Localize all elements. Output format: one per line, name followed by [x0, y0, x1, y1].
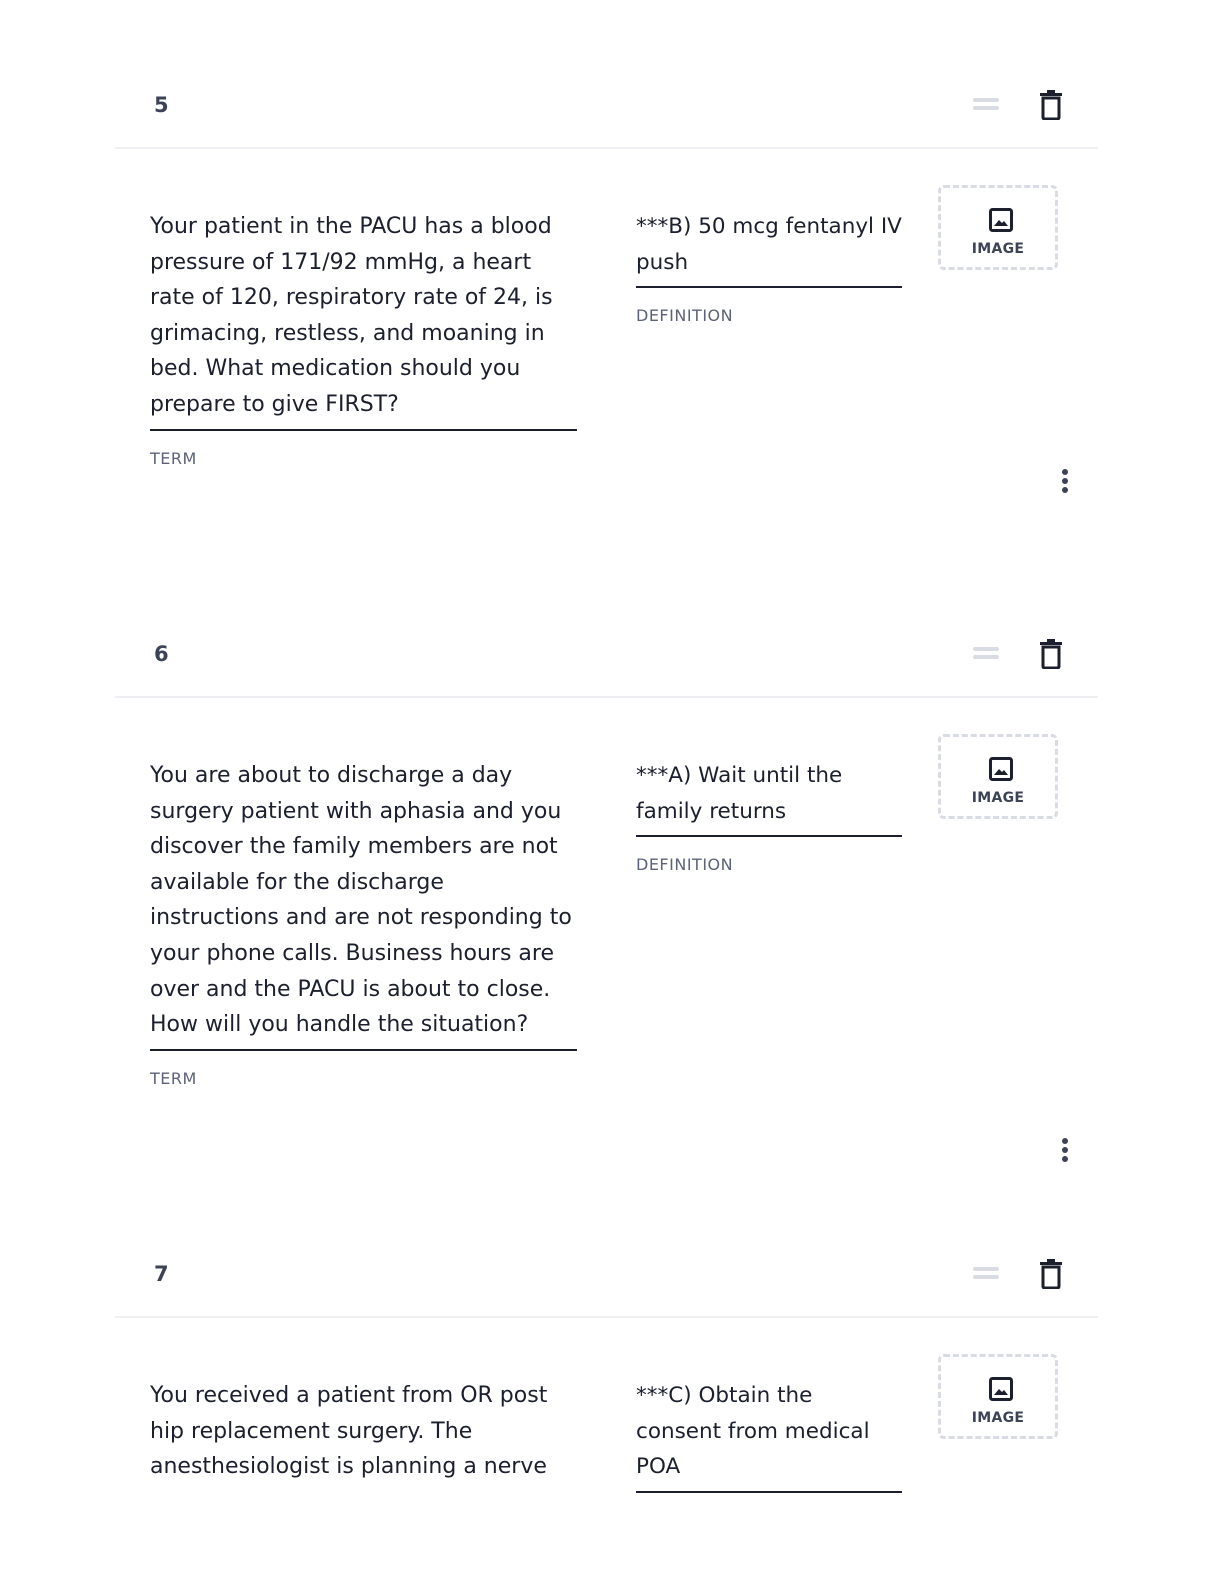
card-body: [115, 698, 1098, 1218]
card-6: [115, 604, 1098, 1218]
card-body: [115, 149, 1098, 549]
card-header: [115, 55, 1098, 149]
card-header: [115, 1224, 1098, 1318]
card-number: 7: [154, 1262, 169, 1286]
definition-field[interactable]: [636, 1378, 902, 1493]
card-body: [115, 1318, 1098, 1578]
definition-text[interactable]: ***A) Wait until the family returns: [636, 758, 902, 837]
definition-text[interactable]: ***C) Obtain the consent from medical POA: [636, 1378, 902, 1493]
card-number: 5: [154, 93, 169, 117]
image-icon: [989, 757, 1013, 781]
term-field[interactable]: [150, 758, 577, 1088]
image-label: IMAGE: [971, 241, 1025, 257]
definition-field[interactable]: [636, 758, 902, 874]
add-image-button[interactable]: [938, 734, 1058, 819]
trash-icon: [1037, 90, 1065, 120]
definition-label: DEFINITION: [636, 855, 734, 875]
term-label: TERM: [150, 448, 197, 468]
definition-label: DEFINITION: [636, 306, 734, 326]
term-field[interactable]: [150, 1378, 577, 1491]
add-image-button[interactable]: [938, 1354, 1058, 1439]
card-number: 6: [154, 642, 169, 666]
add-image-button[interactable]: [938, 185, 1058, 270]
definition-text[interactable]: ***B) 50 mcg fentanyl IV push: [636, 209, 902, 288]
drag-handle-icon[interactable]: [973, 1264, 999, 1282]
drag-handle-icon[interactable]: [973, 95, 999, 113]
drag-handle-icon[interactable]: [973, 644, 999, 662]
term-text[interactable]: You are about to discharge a day surgery patient with aphasia and you discover the family members are not available for the discharge instructions and are not responding to your phone calls. Business hours are over and the PACU is about to close. How will you handle the situation?: [150, 758, 577, 1051]
more-options-button[interactable]: [1060, 467, 1070, 495]
delete-card-button[interactable]: [1037, 639, 1065, 669]
definition-field[interactable]: [636, 209, 902, 325]
term-field[interactable]: [150, 209, 577, 468]
delete-card-button[interactable]: [1037, 90, 1065, 120]
card-header: [115, 604, 1098, 698]
trash-icon: [1037, 1259, 1065, 1289]
term-label: TERM: [150, 1068, 197, 1088]
delete-card-button[interactable]: [1037, 1259, 1065, 1289]
more-options-button[interactable]: [1060, 1136, 1070, 1164]
card-5: [115, 55, 1098, 549]
image-icon: [989, 208, 1013, 232]
term-text[interactable]: You received a patient from OR post hip replacement surgery. The anesthesiologist is planning a nerve: [150, 1383, 548, 1480]
trash-icon: [1037, 639, 1065, 669]
term-text[interactable]: Your patient in the PACU has a blood pressure of 171/92 mmHg, a heart rate of 120, respiratory rate of 24, is grimacing, restless, and moaning in bed. What medication should you prepare to give FIRST?: [150, 209, 577, 431]
card-7: [115, 1224, 1098, 1578]
image-label: IMAGE: [971, 1410, 1025, 1426]
image-label: IMAGE: [971, 790, 1025, 806]
image-icon: [989, 1377, 1013, 1401]
